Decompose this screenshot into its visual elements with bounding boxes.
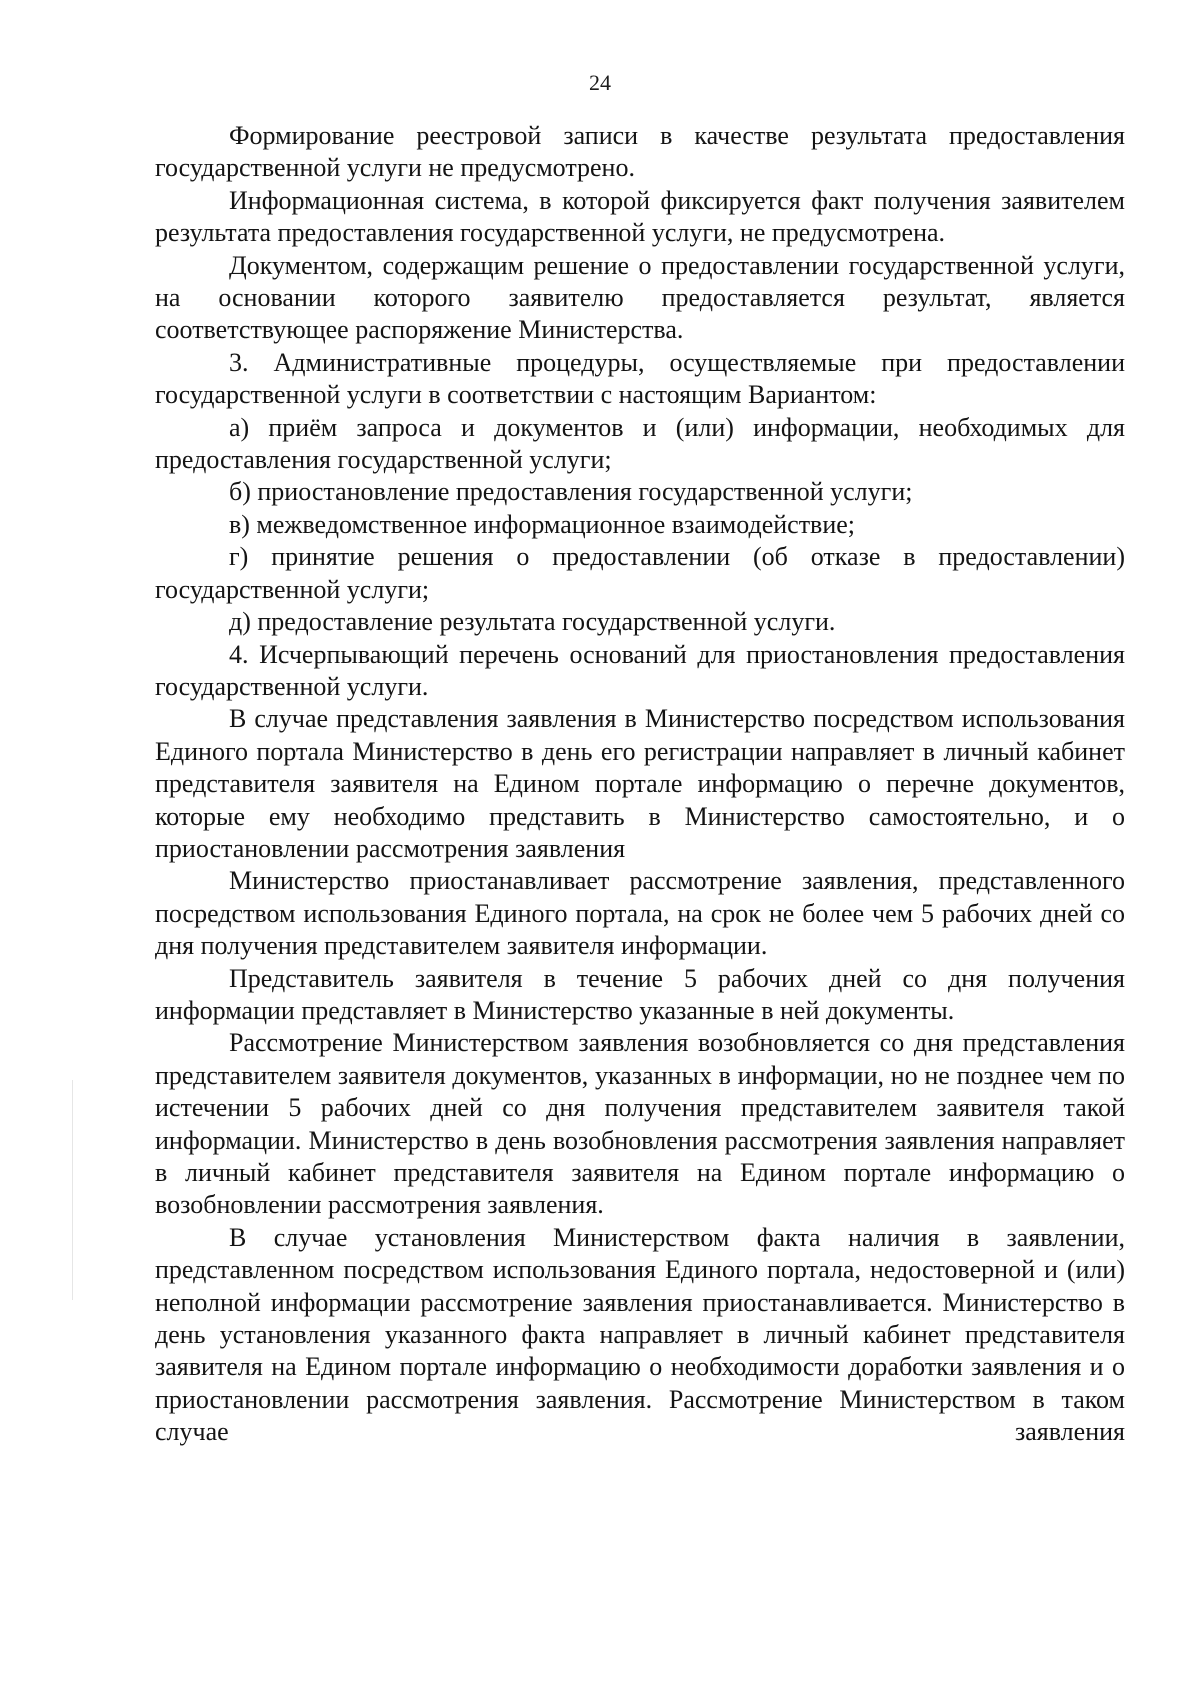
paragraph-information-system: Информационная система, в которой фиксируется факт получения заявителем результата предоставления государственной услуги, не предусмотрена. bbox=[155, 185, 1125, 248]
paragraph-portal-submission: В случае представления заявления в Министерство посредством использования Единого портала Министерство в день его регистрации направляет в личный кабинет представителя заявителя на Едином портале информацию о перечне документов, которые ему необходимо представить в Министерство самостоятельно, и о приостановлении рассмотрения заявления bbox=[155, 704, 1125, 863]
paragraph-suspension-term: Министерство приостанавливает рассмотрение заявления, представленного посредством использования Единого портала, на срок не более чем 5 рабочих дней со дня получения представителем заявителя информации. bbox=[155, 866, 1125, 961]
paragraph-suspension-grounds: 4. Исчерпывающий перечень оснований для приостановления предоставления государственной услуги. bbox=[155, 639, 1125, 701]
paragraph-unreliable-information: В случае установления Министерством факта наличия в заявлении, представленном посредством использования Единого портала, недостоверной и (или) неполной информации рассмотрение заявления приостанавливается. Министерство в день установления указанного факта направляет в личный кабинет представителя заявителя на Едином портале информацию о необходимости доработки заявления и о приостановлении рассмотрения заявления. Рассмотрение Министерством в таком случае заявления bbox=[155, 1222, 1125, 1447]
list-item-v: в) межведомственное информационное взаимодействие; bbox=[229, 509, 856, 539]
paragraph-decision-document: Документом, содержащим решение о предоставлении государственной услуги, на основании которого заявителю предоставляется результат, является соответствующее распоряжение Министерства. bbox=[155, 250, 1125, 345]
list-item-b: б) приостановление предоставления государственной услуги; bbox=[229, 477, 913, 507]
list-item-g: г) принятие решения о предоставлении (об отказе в предоставлении) государственной услуги; bbox=[155, 542, 1125, 604]
paragraph-administrative-procedures: 3. Административные процедуры, осуществляемые при предоставлении государственной услуги в соответствии с настоящим Вариантом: bbox=[155, 347, 1125, 410]
list-item-d: д) предоставление результата государственной услуги. bbox=[229, 607, 836, 637]
list-item-a: а) приём запроса и документов и (или) информации, необходимых для предоставления государственной услуги; bbox=[155, 412, 1125, 475]
paragraph-registry-record: Формирование реестровой записи в качестве результата предоставления государственной услуги не предусмотрено. bbox=[155, 121, 1125, 183]
page-number: 24 bbox=[589, 70, 611, 95]
paragraph-applicant-documents: Представитель заявителя в течение 5 рабочих дней со дня получения информации представляет в Министерство указанные в ней документы. bbox=[155, 963, 1125, 1025]
document-body bbox=[155, 120, 1125, 1449]
paragraph-resumption: Рассмотрение Министерством заявления возобновляется со дня представления представителем заявителя документов, указанных в информации, но не позднее чем по истечении 5 рабочих дней со дня получения представителем заявителя такой информации. Министерство в день возобновления рассмотрения заявления направляет в личный кабинет представителя заявителя на Едином портале информацию о возобновлении рассмотрения заявления. bbox=[155, 1028, 1125, 1220]
scan-edge-line bbox=[72, 1080, 73, 1300]
